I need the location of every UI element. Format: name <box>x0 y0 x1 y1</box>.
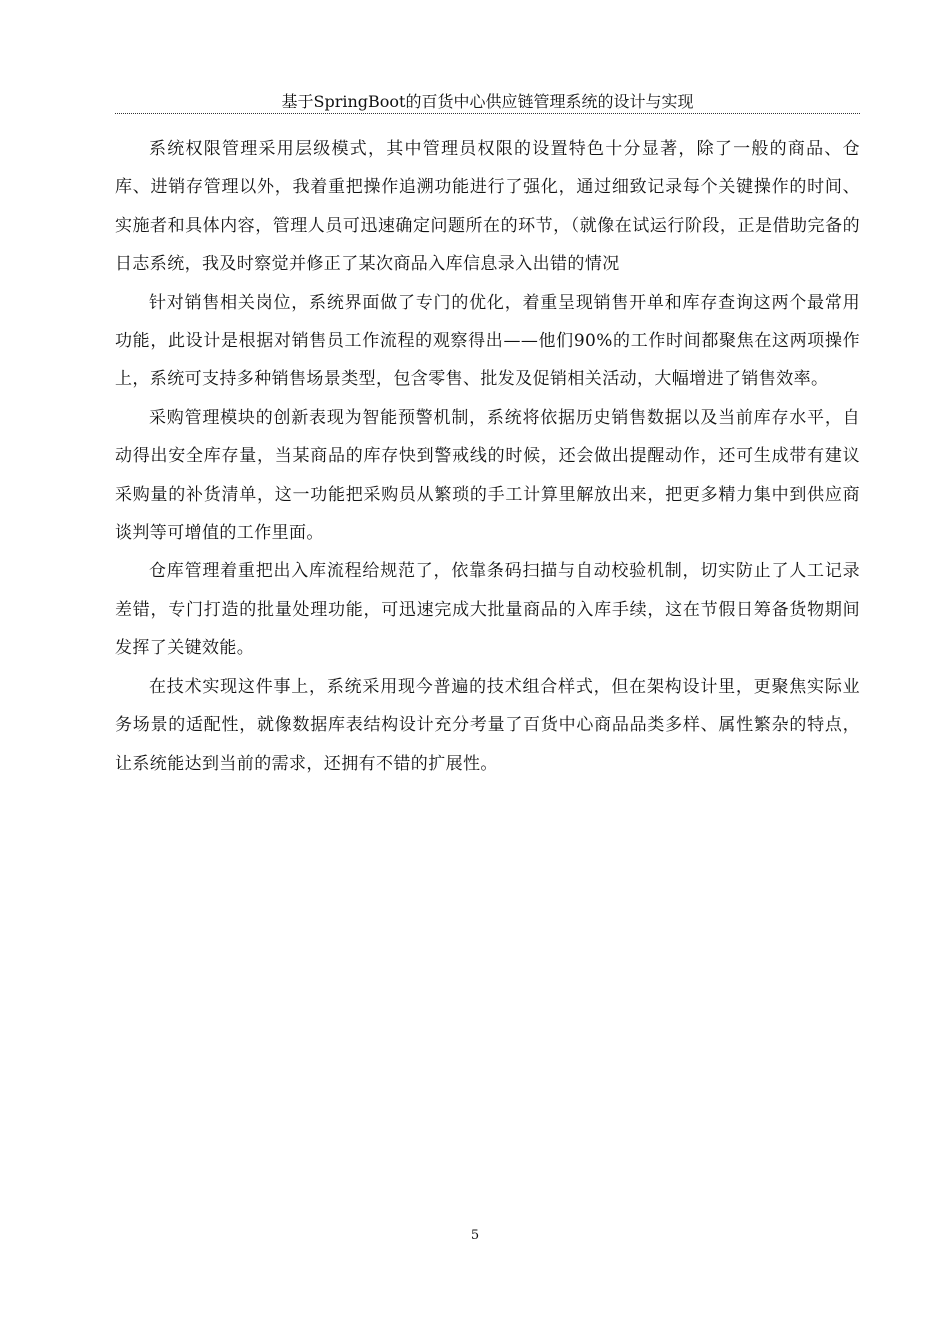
paragraph-warehouse: 仓库管理着重把出入库流程给规范了，依靠条码扫描与自动校验机制，切实防止了人工记录差错，专门打造的批量处理功能，可迅速完成大批量商品的入库手续，这在节假日筹备货物期间发挥了关键效能。 <box>115 561 860 659</box>
page-number: 5 <box>470 1228 480 1243</box>
paragraph-purchasing: 采购管理模块的创新表现为智能预警机制，系统将依据历史销售数据以及当前库存水平，自动得出安全库存量，当某商品的库存快到警戒线的时候，还会做出提醒动作，还可生成带有建议采购量的补货清单，这一功能把采购员从繁琐的手工计算里解放出来，把更多精力集中到供应商谈判等可增值的工作里面。 <box>115 407 860 544</box>
header-rule <box>115 113 860 114</box>
paragraph-sales: 针对销售相关岗位，系统界面做了专门的优化，着重呈现销售开单和库存查询这两个最常用功能，此设计是根据对销售员工作流程的观察得出——他们90%的工作时间都聚焦在这两项操作上，系统可支持多种销售场景类型，包含零售、批发及促销相关活动，大幅增进了销售效率。 <box>115 292 860 390</box>
paragraph-permissions: 系统权限管理采用层级模式，其中管理员权限的设置特色十分显著，除了一般的商品、仓库、进销存管理以外，我着重把操作追溯功能进行了强化，通过细致记录每个关键操作的时间、实施者和具体内容，管理人员可迅速确定问题所在的环节，（就像在试运行阶段，正是借助完备的日志系统，我及时察觉并修正了某次商品入库信息录入出错的情况 <box>115 139 860 275</box>
running-header: 基于SpringBoot的百货中心供应链管理系统的设计与实现 <box>281 92 694 111</box>
paragraph-technology: 在技术实现这件事上，系统采用现今普遍的技术组合样式，但在架构设计里，更聚焦实际业务场景的适配性，就像数据库表结构设计充分考量了百货中心商品品类多样、属性繁杂的特点，让系统能达到当前的需求，还拥有不错的扩展性。 <box>115 676 860 774</box>
body-text <box>115 130 860 783</box>
